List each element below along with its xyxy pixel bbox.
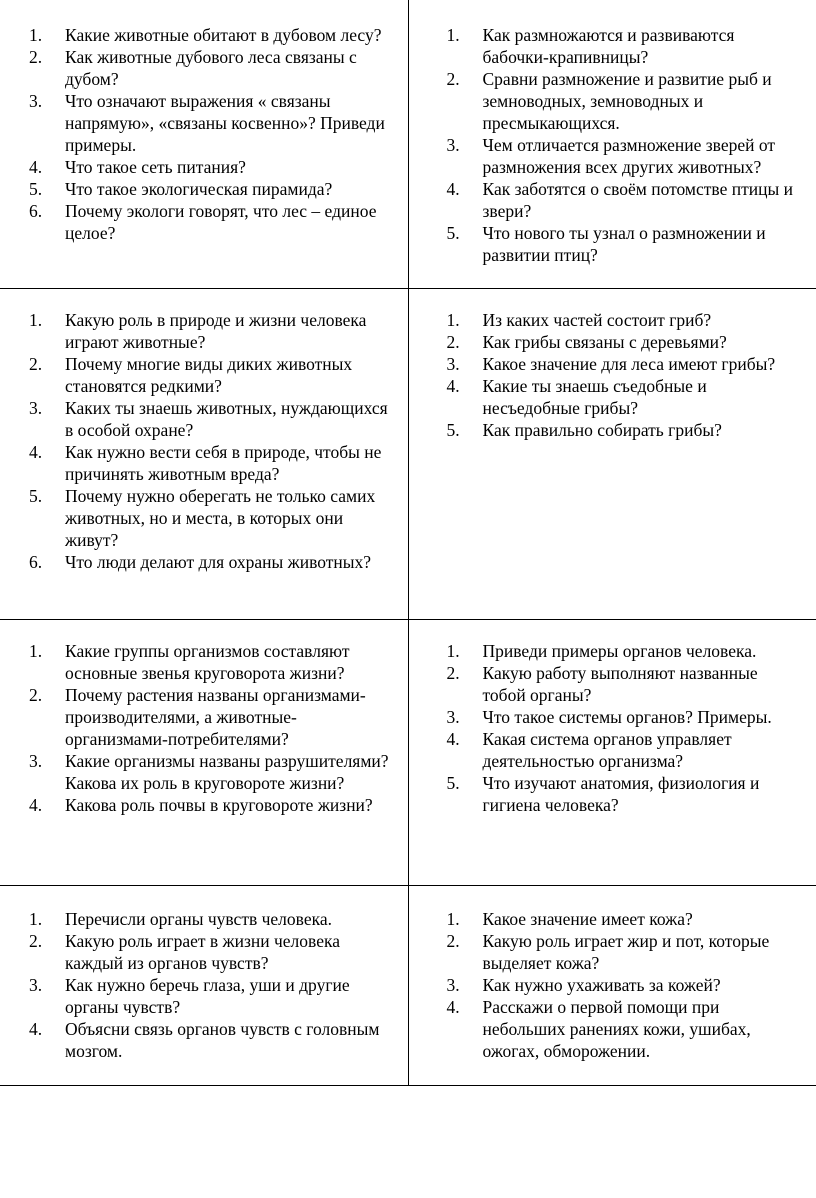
question-item xyxy=(447,309,803,331)
question-text: Как размножаются и развиваются бабочки-крапивницы? xyxy=(482,25,735,67)
question-text: Как грибы связаны с деревьями? xyxy=(482,331,727,352)
question-text: Как нужно вести себя в природе, чтобы не причинять животным вреда? xyxy=(65,441,382,484)
question-item xyxy=(447,640,803,662)
question-text: Почему растения названы организмами-производителями, а животные-организмами-потребителями? xyxy=(65,684,366,749)
question-number: 2. xyxy=(446,930,460,951)
question-card xyxy=(408,288,816,619)
question-number: 4. xyxy=(29,441,43,462)
question-item xyxy=(447,68,803,134)
question-number: 4. xyxy=(29,1018,43,1039)
question-number: 3. xyxy=(446,974,460,995)
question-card xyxy=(0,0,408,288)
question-text: Как заботятся о своём потомстве птицы и звери? xyxy=(482,179,793,221)
question-number: 3. xyxy=(446,706,460,727)
question-item xyxy=(29,397,394,441)
question-text: Что такое сеть питания? xyxy=(65,157,246,177)
question-item xyxy=(447,974,803,996)
question-number: 2. xyxy=(446,69,460,89)
question-item xyxy=(447,178,803,222)
question-text: Как нужно ухаживать за кожей? xyxy=(482,974,721,995)
question-number: 1. xyxy=(446,908,460,929)
question-number: 6. xyxy=(29,201,43,221)
question-item xyxy=(447,134,803,178)
question-number: 3. xyxy=(29,397,43,418)
question-list xyxy=(447,309,803,441)
question-list xyxy=(447,640,803,816)
question-text: Какую работу выполняют названные тобой органы? xyxy=(482,662,758,705)
question-item xyxy=(447,908,803,930)
question-number: 5. xyxy=(29,485,43,506)
question-text: Из каких частей состоит гриб? xyxy=(482,309,712,330)
question-list xyxy=(447,24,803,266)
question-number: 4. xyxy=(29,157,43,177)
question-number: 3. xyxy=(446,135,460,155)
question-text: Как животные дубового леса связаны с дубом? xyxy=(65,47,357,89)
question-item xyxy=(29,684,394,750)
question-number: 2. xyxy=(446,662,460,683)
question-item xyxy=(29,908,394,930)
question-text: Что такое системы органов? Примеры. xyxy=(482,706,772,727)
question-number: 4. xyxy=(29,794,43,815)
question-item xyxy=(29,353,394,397)
question-text: Какие животные обитают в дубовом лесу? xyxy=(65,25,382,45)
question-card xyxy=(0,288,408,619)
question-text: Перечисли органы чувств человека. xyxy=(65,908,332,929)
question-number: 3. xyxy=(446,353,460,374)
question-text: Какие ты знаешь съедобные и несъедобные грибы? xyxy=(482,375,707,418)
question-text: Сравни размножение и развитие рыб и земноводных, земноводных и пресмыкающихся. xyxy=(482,69,772,133)
question-number: 4. xyxy=(446,728,460,749)
question-text: Что такое экологическая пирамида? xyxy=(65,179,333,199)
question-item xyxy=(447,930,803,974)
question-item xyxy=(29,930,394,974)
question-number: 6. xyxy=(29,551,43,572)
question-item xyxy=(447,772,803,816)
question-number: 5. xyxy=(446,419,460,440)
table-row xyxy=(0,619,816,885)
question-text: Приведи примеры органов человека. xyxy=(482,640,757,661)
question-number: 2. xyxy=(29,353,43,374)
question-item xyxy=(447,419,803,441)
question-item xyxy=(447,331,803,353)
question-item xyxy=(29,309,394,353)
question-text: Что означают выражения « связаны напрямую», «связаны косвенно»? Приведи примеры. xyxy=(65,91,385,155)
table-row xyxy=(0,0,816,288)
question-item xyxy=(29,200,394,244)
question-text: Каких ты знаешь животных, нуждающихся в особой охране? xyxy=(65,397,388,440)
question-text: Почему многие виды диких животных становятся редкими? xyxy=(65,353,353,396)
question-item xyxy=(29,441,394,485)
question-number: 4. xyxy=(446,375,460,396)
question-number: 4. xyxy=(446,179,460,199)
question-item xyxy=(29,1018,394,1062)
question-number: 1. xyxy=(29,640,43,661)
question-number: 2. xyxy=(29,47,43,67)
question-item xyxy=(447,222,803,266)
question-card xyxy=(0,885,408,1085)
question-number: 2. xyxy=(446,331,460,352)
question-number: 5. xyxy=(446,223,460,243)
question-item xyxy=(29,46,394,90)
question-list xyxy=(29,908,394,1062)
question-item xyxy=(29,551,394,573)
question-text: Какую роль играет жир и пот, которые выделяет кожа? xyxy=(482,930,770,973)
table-row xyxy=(0,885,816,1085)
question-list xyxy=(29,309,394,573)
question-item xyxy=(447,375,803,419)
question-item xyxy=(447,996,803,1062)
question-text: Какие группы организмов составляют основные звенья круговорота жизни? xyxy=(65,640,350,683)
question-card xyxy=(408,0,816,288)
question-number: 1. xyxy=(446,309,460,330)
question-item xyxy=(447,728,803,772)
question-item xyxy=(447,662,803,706)
table-row xyxy=(0,288,816,619)
question-number: 4. xyxy=(446,996,460,1017)
question-text: Расскажи о первой помощи при небольших ранениях кожи, ушибах, ожогах, обморожении. xyxy=(482,996,751,1061)
question-number: 1. xyxy=(29,908,43,929)
question-number: 3. xyxy=(29,974,43,995)
question-number: 3. xyxy=(29,91,43,111)
question-list xyxy=(29,24,394,244)
question-number: 2. xyxy=(29,930,43,951)
question-item xyxy=(447,706,803,728)
question-card xyxy=(0,619,408,885)
question-text: Какова роль почвы в круговороте жизни? xyxy=(65,794,373,815)
question-item xyxy=(29,974,394,1018)
question-text: Какое значение имеет кожа? xyxy=(482,908,693,929)
question-text: Почему экологи говорят, что лес – единое целое? xyxy=(65,201,377,243)
question-text: Что люди делают для охраны животных? xyxy=(65,551,372,572)
question-number: 2. xyxy=(29,684,43,705)
question-text: Как правильно собирать грибы? xyxy=(482,419,722,440)
question-item xyxy=(29,750,394,794)
question-item xyxy=(29,794,394,816)
question-item xyxy=(29,156,394,178)
question-list xyxy=(29,640,394,816)
question-text: Что нового ты узнал о размножении и развитии птиц? xyxy=(482,223,766,265)
question-text: Какие организмы названы разрушителями? Какова их роль в круговороте жизни? xyxy=(65,750,389,793)
question-item xyxy=(447,353,803,375)
question-number: 1. xyxy=(29,309,43,330)
question-text: Чем отличается размножение зверей от размножения всех других животных? xyxy=(482,135,776,177)
question-item xyxy=(29,178,394,200)
question-text: Почему нужно оберегать не только самих животных, но и места, в которых они живут? xyxy=(65,485,376,550)
question-number: 5. xyxy=(29,179,43,199)
question-item xyxy=(29,485,394,551)
question-text: Какую роль играет в жизни человека каждый из органов чувств? xyxy=(65,930,340,973)
question-text: Какое значение для леса имеют грибы? xyxy=(482,353,776,374)
question-item xyxy=(447,24,803,68)
question-number: 1. xyxy=(29,25,43,45)
question-card xyxy=(408,619,816,885)
question-number: 5. xyxy=(446,772,460,793)
question-number: 1. xyxy=(446,25,460,45)
question-number: 1. xyxy=(446,640,460,661)
question-text: Как нужно беречь глаза, уши и другие органы чувств? xyxy=(65,974,350,1017)
question-item xyxy=(29,640,394,684)
question-text: Какая система органов управляет деятельностью организма? xyxy=(482,728,732,771)
question-card xyxy=(408,885,816,1085)
question-item xyxy=(29,24,394,46)
question-text: Объясни связь органов чувств с головным мозгом. xyxy=(65,1018,380,1061)
question-text: Какую роль в природе и жизни человека играют животные? xyxy=(65,309,367,352)
question-item xyxy=(29,90,394,156)
question-number: 3. xyxy=(29,750,43,771)
question-text: Что изучают анатомия, физиология и гигиена человека? xyxy=(482,772,760,815)
question-list xyxy=(447,908,803,1062)
